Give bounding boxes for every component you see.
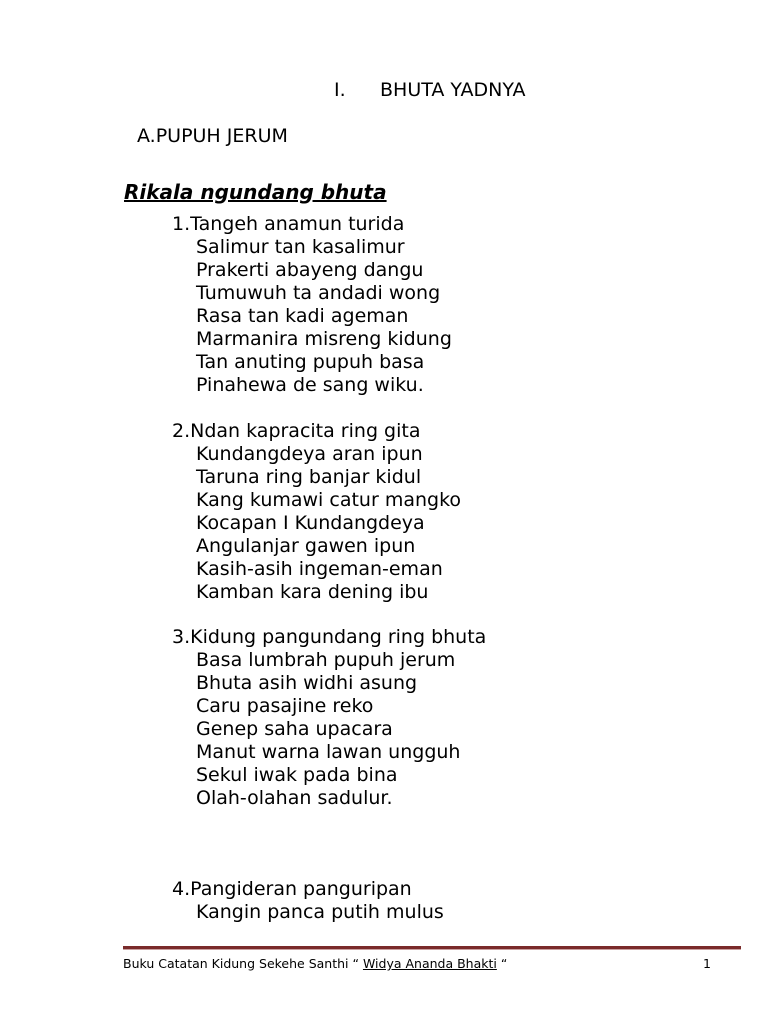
- verse-line: Rasa tan kadi ageman: [196, 305, 409, 327]
- verse-line: Olah-olahan sadulur.: [196, 787, 393, 809]
- verse-line: Manut warna lawan ungguh: [196, 741, 461, 763]
- chapter-number: I.: [334, 79, 346, 101]
- verse-line: Bhuta asih widhi asung: [196, 672, 418, 694]
- verse-line: Kang kumawi catur mangko: [196, 489, 462, 511]
- verse-line: 3.Kidung pangundang ring bhuta: [172, 626, 487, 648]
- verse-line: Sekul iwak pada bina: [196, 764, 398, 786]
- verse-line: Pinahewa de sang wiku.: [196, 374, 424, 396]
- subtitle: Rikala ngundang bhuta: [124, 180, 387, 204]
- verse-line: Salimur tan kasalimur: [196, 236, 405, 258]
- verse-line: Prakerti abayeng dangu: [196, 259, 424, 281]
- verse-line: Tumuwuh ta andadi wong: [196, 282, 441, 304]
- verse-line: 1.Tangeh anamun turida: [172, 213, 405, 235]
- verse-2: [172, 420, 461, 604]
- verse-4: [172, 878, 444, 924]
- verse-line: Kamban kara dening ibu: [196, 581, 429, 603]
- page-number: 1: [703, 956, 711, 971]
- section-heading: A.PUPUH JERUM: [137, 125, 288, 147]
- verse-line: 2.Ndan kapracita ring gita: [172, 420, 421, 442]
- verse-line: Kasih-asih ingeman-eman: [196, 558, 443, 580]
- verse-3: [172, 626, 486, 810]
- verse-line: Basa lumbrah pupuh jerum: [196, 649, 456, 671]
- verse-line: Taruna ring banjar kidul: [196, 466, 422, 488]
- verse-line: Tan anuting pupuh basa: [196, 351, 425, 373]
- verse-line: Genep saha upacara: [196, 718, 393, 740]
- chapter-heading: [334, 77, 526, 103]
- verse-line: Kocapan I Kundangdeya: [196, 512, 425, 534]
- footer-suffix: “: [496, 956, 508, 971]
- verse-line: Angulanjar gawen ipun: [196, 535, 416, 557]
- verse-line: Marmanira misreng kidung: [196, 328, 452, 350]
- verse-line: 4.Pangideran panguripan: [172, 878, 412, 900]
- verse-1: [172, 213, 452, 397]
- chapter-title: BHUTA YADNYA: [380, 79, 526, 101]
- verse-line: Kangin panca putih mulus: [196, 901, 444, 923]
- footer-rule: [123, 946, 741, 950]
- footer-text: [123, 955, 713, 973]
- footer-link[interactable]: Widya Ananda Bhakti: [362, 956, 497, 971]
- footer-prefix: Buku Catatan Kidung Sekehe Santhi “: [123, 956, 363, 971]
- verse-line: Caru pasajine reko: [196, 695, 374, 717]
- verse-line: Kundangdeya aran ipun: [196, 443, 423, 465]
